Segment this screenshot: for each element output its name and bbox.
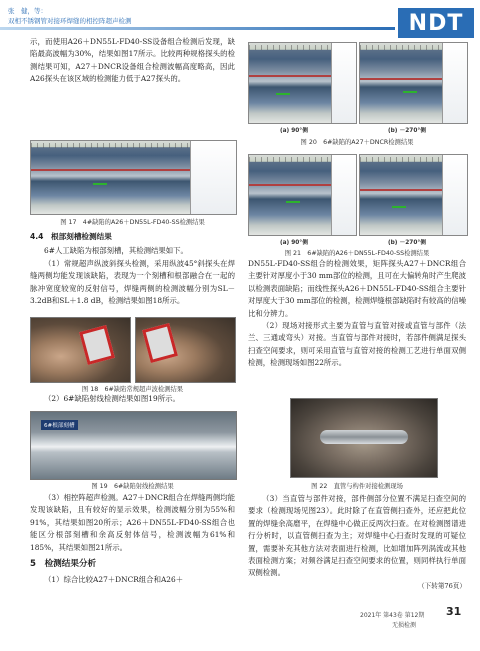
figure-21b-image: [359, 154, 468, 236]
figure-20b-label: (b) －270°侧: [388, 128, 427, 134]
figure-18-photo-left: [30, 317, 131, 383]
figure-19-label: 6#根部刻槽: [41, 420, 78, 430]
left-column-top: [30, 36, 235, 86]
paragraph: （1）常规超声纵波斜探头检测，采用纵波45°斜探头在焊缝两侧均能发现该缺陷，表现为一个刻槽和根部融合在一起的脉冲宽度较宽的反射信号，焊缝两侧的检测波幅分别为SL－3.2dB和SL＋1.8 dB，检测结果如图18所示。: [30, 258, 235, 306]
section-heading-4-4: 4.4 根部刻槽检测结果: [30, 232, 112, 241]
paragraph: （2）6#缺陷射线检测结果如图19所示。: [44, 394, 180, 403]
figure-20-caption: 图 20 6#缺陷的A27＋DNCR检测结果: [300, 139, 414, 146]
right-column-mid: [248, 258, 466, 370]
figure-21b-label: (b) －270°侧: [388, 240, 427, 246]
figure-21a-label: (a) 90°侧: [280, 240, 308, 246]
left-column-bottom: [30, 492, 235, 587]
figure-20b-image: [359, 42, 468, 124]
figure-18-photo-right: [135, 317, 236, 383]
figure-21a-image: [248, 154, 357, 236]
paragraph: 6#人工缺陷为根部刻槽，其检测结果如下。: [44, 246, 188, 256]
figure-19-caption: 图 19 6#缺陷射线检测结果: [91, 483, 174, 490]
paragraph: DN55L-FD40-SS组合的检测效果，矩阵探头A27＋DNCR组合主要针对厚度小于30 mm部位的检测，且可在大偏转角时产生爬波以检测表面缺陷；而线性探头A26＋DN55L-FD40-SS组合主要针对厚度大于30 mm部位的检测，检测焊缝根部缺陷时有较高的信噪比和分辨力。: [248, 259, 466, 318]
left-column-sec44: [30, 229, 235, 307]
paragraph: 示，而使用A26＋DN55L-FD40-SS设备组合检测后发现，缺陷最高波幅为30%，结果如图17所示。比较两种规格探头的检测结果可知，A27＋DNCR设备组合检测波幅高度略高，因此A26探头在该区域的检测能力低于A27探头的。: [30, 37, 235, 84]
figure-20a-label: (a) 90°侧: [280, 128, 308, 134]
figure-19-radiograph: [30, 411, 237, 480]
figure-20a-image: [248, 42, 357, 124]
footer-issue: 2021年 第43卷 第12期: [360, 612, 425, 619]
paragraph: （1）综合比较A27＋DNCR组合和A26＋: [44, 575, 184, 585]
figure-22-photo: [290, 398, 438, 478]
paragraph: （3）相控阵超声检测。A27＋DNCR组合在焊缝两侧均能发现该缺陷，且有较好的显示效果，检测波幅分别为55%和91%，其结果如图20所示；A26＋DN55L-FD40-SS组合也能区分根部刻槽和余高反射体信号，检测波幅为61%和185%，其结果如图21所示。: [30, 493, 235, 552]
journal-logo: NDT: [398, 8, 474, 38]
page-number: 31: [446, 605, 462, 618]
figure-17-image: [30, 140, 237, 215]
header-title: 双相不锈钢管对接环焊缝的相控阵超声检测: [8, 17, 132, 25]
header-band: [0, 27, 395, 30]
paragraph: （2）现场对接形式主要为直管与直管对接或直管与部件（法兰、三通或弯头）对接。当直管与部件对接时，若部件侧满足探头扫查空间要求，则可采用直管与直管对接的检测工艺进行单面双侧检测，检测现场如图22所示。: [248, 321, 466, 368]
figure-21-caption: 图 21 6#缺陷的A26＋DN55L-FD40-SS检测结果: [284, 250, 430, 257]
section-heading-5: 5 检测结果分析: [30, 559, 97, 570]
continued-note: （下转第76页）: [418, 581, 466, 590]
left-column-p4: [30, 393, 235, 405]
figure-17-caption: 图 17 4#缺陷的A26＋DN55L-FD40-SS检测结果: [60, 219, 205, 226]
figure-22-caption: 图 22 直管与构件对接检测现场: [311, 483, 403, 490]
figure-18-caption: 图 18 6#缺陷常规超声波检测结果: [81, 386, 184, 393]
paragraph: （3）当直管与部件对接，部件侧部分位置不满足扫查空间的要求（检测现场见图23）。此时除了在直管侧扫查外，还应把此位置的焊缝余高磨平，在焊缝中心做正反两次扫查。在对检测图谱进行分析时，以直管侧扫查为主；对焊缝中心扫查时发现的可疑位置，需要补充其他方法对表面进行检测，比如增加阵列涡流或其他表面检测方案；对频谷满足扫查空间要求的位置，则同样执行单面双侧检测。: [248, 494, 466, 578]
header-authors: 张 健，等：: [8, 7, 47, 15]
footer-journal: 无损检测: [392, 622, 417, 629]
right-column-bottom: [248, 493, 466, 592]
